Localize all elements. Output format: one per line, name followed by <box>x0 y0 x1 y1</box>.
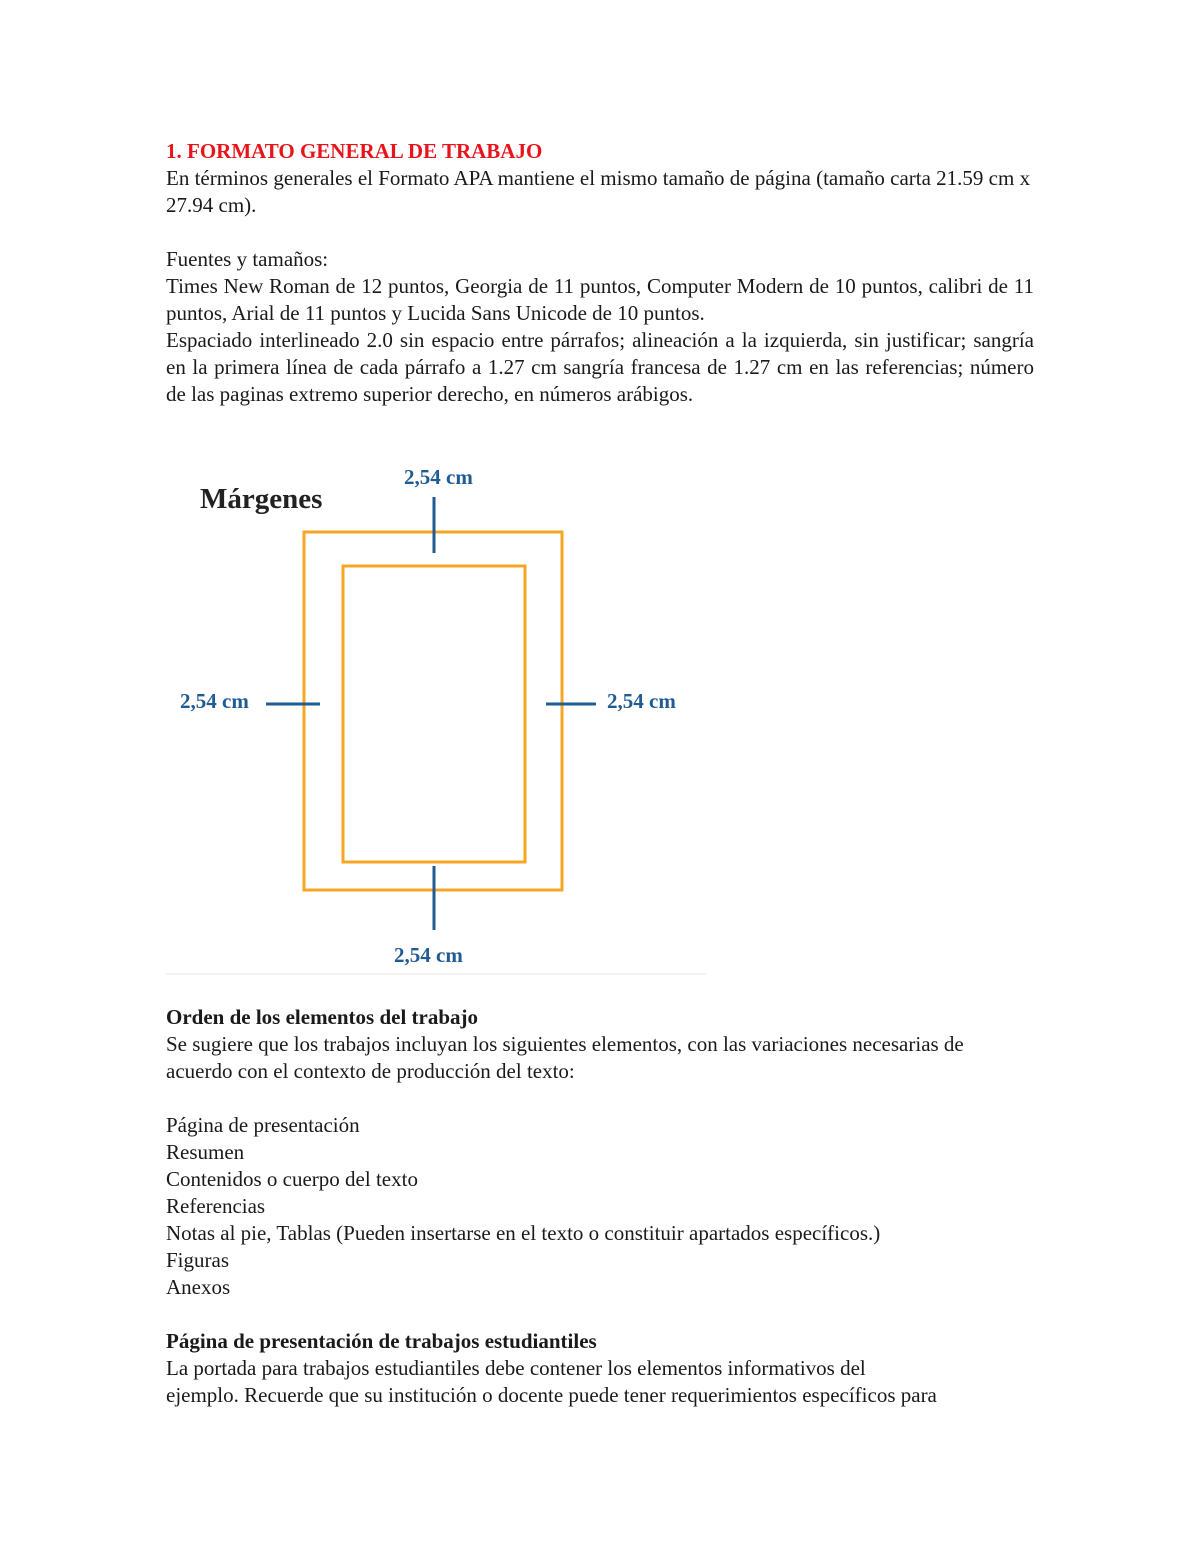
order-intro: Se sugiere que los trabajos incluyan los siguientes elementos, con las variaciones necesarias de acuerdo con el contexto de producción del texto: <box>166 1032 964 1083</box>
order-heading: Orden de los elementos del trabajo <box>166 1005 479 1029</box>
list-item: Contenidos o cuerpo del texto <box>166 1167 418 1191</box>
blank-line <box>166 219 1034 246</box>
right-margin-label: 2,54 cm <box>607 689 676 713</box>
figure-title: Márgenes <box>200 483 323 515</box>
left-margin-label: 2,54 cm <box>180 689 249 713</box>
section-general-format <box>166 138 1034 408</box>
fonts-paragraph: Times New Roman de 12 puntos, Georgia de 11 puntos, Computer Modern de 10 puntos, calibri de 11 puntos, Arial de 11 puntos y Lucida Sans Unicode de 10 puntos. <box>166 274 1034 325</box>
section-heading: 1. FORMATO GENERAL DE TRABAJO <box>166 139 543 163</box>
figure-bottom-edge <box>166 973 706 975</box>
inner-margin-frame <box>343 566 525 862</box>
blank-line <box>166 1085 1034 1112</box>
list-item: Notas al pie, Tablas (Pueden insertarse en el texto o constituir apartados específicos.) <box>166 1221 881 1245</box>
bottom-margin-label: 2,54 cm <box>394 943 463 967</box>
presentation-line-2: ejemplo. Recuerde que su institución o docente puede tener requerimientos específicos para <box>166 1383 937 1407</box>
list-item: Página de presentación <box>166 1113 360 1137</box>
margins-figure <box>166 445 706 975</box>
presentation-line-1: La portada para trabajos estudiantiles debe contener los elementos informativos del <box>166 1356 866 1380</box>
presentation-heading: Página de presentación de trabajos estudiantiles <box>166 1329 597 1353</box>
list-item: Referencias <box>166 1194 266 1218</box>
blank-line <box>166 1301 1034 1328</box>
list-item: Figuras <box>166 1248 229 1272</box>
list-item: Resumen <box>166 1140 245 1164</box>
intro-paragraph: En términos generales el Formato APA mantiene el mismo tamaño de página (tamaño carta 21.59 cm x 27.94 cm). <box>166 166 1031 217</box>
section-elements-order <box>166 1004 1034 1409</box>
top-margin-label: 2,54 cm <box>404 465 473 489</box>
spacing-paragraph: Espaciado interlineado 2.0 sin espacio entre párrafos; alineación a la izquierda, sin justificar; sangría en la primera línea de cada párrafo a 1.27 cm sangría francesa de 1.27 cm en las referencias; número de las paginas extremo superior derecho, en números arábigos. <box>166 328 1034 406</box>
fonts-label: Fuentes y tamaños: <box>166 247 329 271</box>
list-item: Anexos <box>166 1275 231 1299</box>
